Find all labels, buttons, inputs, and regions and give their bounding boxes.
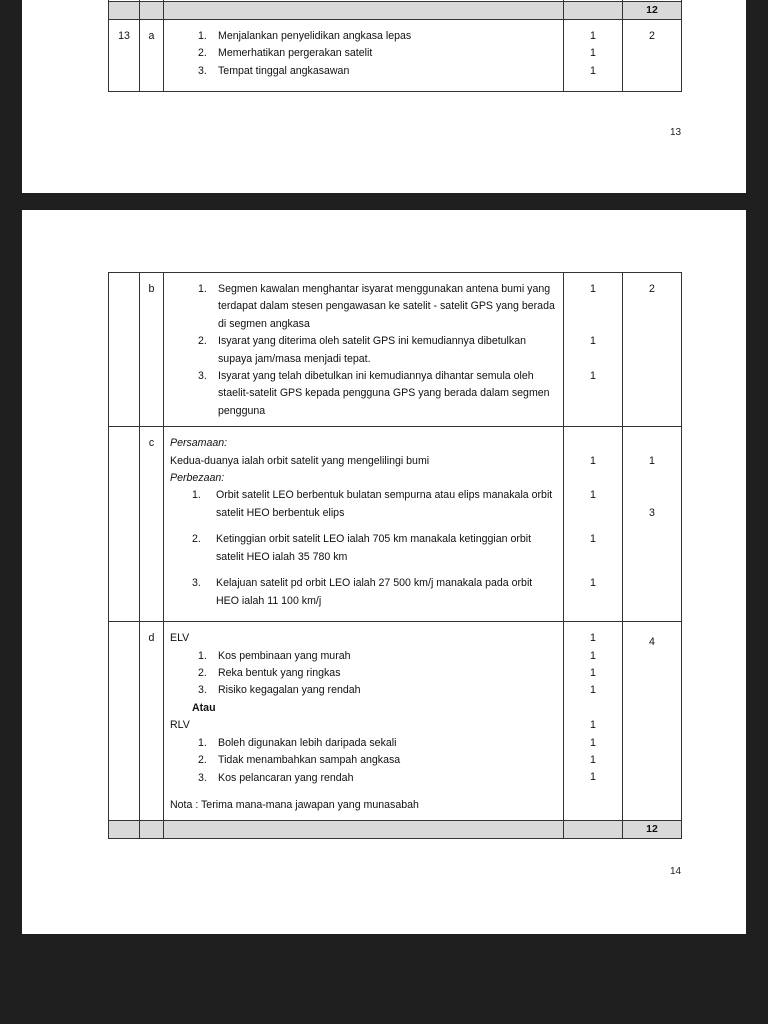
- question-number: 13: [109, 20, 140, 92]
- list-item: 3. Kos pelancaran yang rendah: [198, 771, 354, 784]
- similarity-heading: Persamaan:: [170, 437, 228, 450]
- list-item: 1. Orbit satelit LEO berbentuk bulatan sempurna atau elips manakala orbit satelit HEO berbentuk elips: [192, 489, 553, 519]
- total-cell: 4: [623, 622, 682, 821]
- marks-cell: 1 1 1: [564, 273, 623, 427]
- total-cell: 2: [623, 20, 682, 92]
- total-row: [109, 2, 682, 20]
- list-item: 2. Ketinggian orbit satelit LEO ialah 705 km manakala ketinggian orbit satelit HEO ialah 35 780 km: [192, 533, 532, 563]
- or-label: Atau: [192, 701, 216, 714]
- list-item: 3. Kelajuan satelit pd orbit LEO ialah 27 500 km/j manakala pada orbit HEO ialah 11 100 km/j: [192, 577, 533, 607]
- difference-heading: Perbezaan:: [170, 472, 225, 485]
- table-row: [109, 622, 682, 821]
- list-item: 1. Boleh digunakan lebih daripada sekali: [198, 736, 397, 749]
- page-13: [22, 0, 746, 193]
- sub-question-label: a: [140, 20, 164, 92]
- marking-scheme-table-page-13: [108, 0, 682, 92]
- elv-heading: ELV: [170, 632, 190, 645]
- marks-cell: 1 1 1 1: [564, 427, 623, 622]
- list-item: 2. Memerhatikan pergerakan satelit: [198, 47, 373, 60]
- list-item: 2. Isyarat yang diterima oleh satelit GPS ini kemudiannya dibetulkan supaya jam/masa menjadi tepat.: [198, 335, 526, 365]
- table-row: [109, 20, 682, 92]
- answer-cell: [164, 427, 564, 622]
- note-text: Nota : Terima mana-mana jawapan yang munasabah: [170, 798, 419, 811]
- answer-cell: [164, 20, 564, 92]
- table-row: [109, 273, 682, 427]
- total-marks: 12: [623, 2, 682, 20]
- total-marks: 12: [623, 821, 682, 839]
- list-item: 1. Kos pembinaan yang murah: [198, 649, 351, 662]
- list-item: 3. Isyarat yang telah dibetulkan ini kemudiannya dihantar semula oleh staelit-satelit GPS kepada pengguna GPS yang berada dalam segmen pengguna: [198, 370, 550, 417]
- marks-cell: 1 1 1 1 1 1 1 1: [564, 622, 623, 821]
- marking-scheme-table-page-14: [108, 272, 682, 839]
- page-number: 14: [670, 866, 682, 877]
- list-item: 1. Segmen kawalan menghantar isyarat menggunakan antena bumi yang terdapat dalam stesen pengawasan ke satelit - satelit GPS yang berada di segmen angkasa: [198, 283, 555, 330]
- total-cell: 1 3: [623, 427, 682, 622]
- list-item: 2. Tidak menambahkan sampah angkasa: [198, 754, 401, 767]
- page-number: 13: [670, 127, 682, 138]
- list-item: 3. Tempat tinggal angkasawan: [198, 64, 350, 77]
- sub-question-label: c: [140, 427, 164, 622]
- table-row: [109, 427, 682, 622]
- total-cell: 2: [623, 273, 682, 427]
- similarity-text: Kedua-duanya ialah orbit satelit yang mengelilingi bumi: [170, 454, 430, 467]
- marks-cell: 1 1 1: [564, 20, 623, 92]
- page-14: [22, 210, 746, 934]
- total-row: [109, 821, 682, 839]
- list-item: 3. Risiko kegagalan yang rendah: [198, 684, 361, 697]
- list-item: 2. Reka bentuk yang ringkas: [198, 667, 341, 680]
- sub-question-label: b: [140, 273, 164, 427]
- answer-cell: [164, 273, 564, 427]
- rlv-heading: RLV: [170, 719, 190, 732]
- sub-question-label: d: [140, 622, 164, 821]
- answer-cell: [164, 622, 564, 821]
- list-item: 1. Menjalankan penyelidikan angkasa lepas: [198, 30, 412, 42]
